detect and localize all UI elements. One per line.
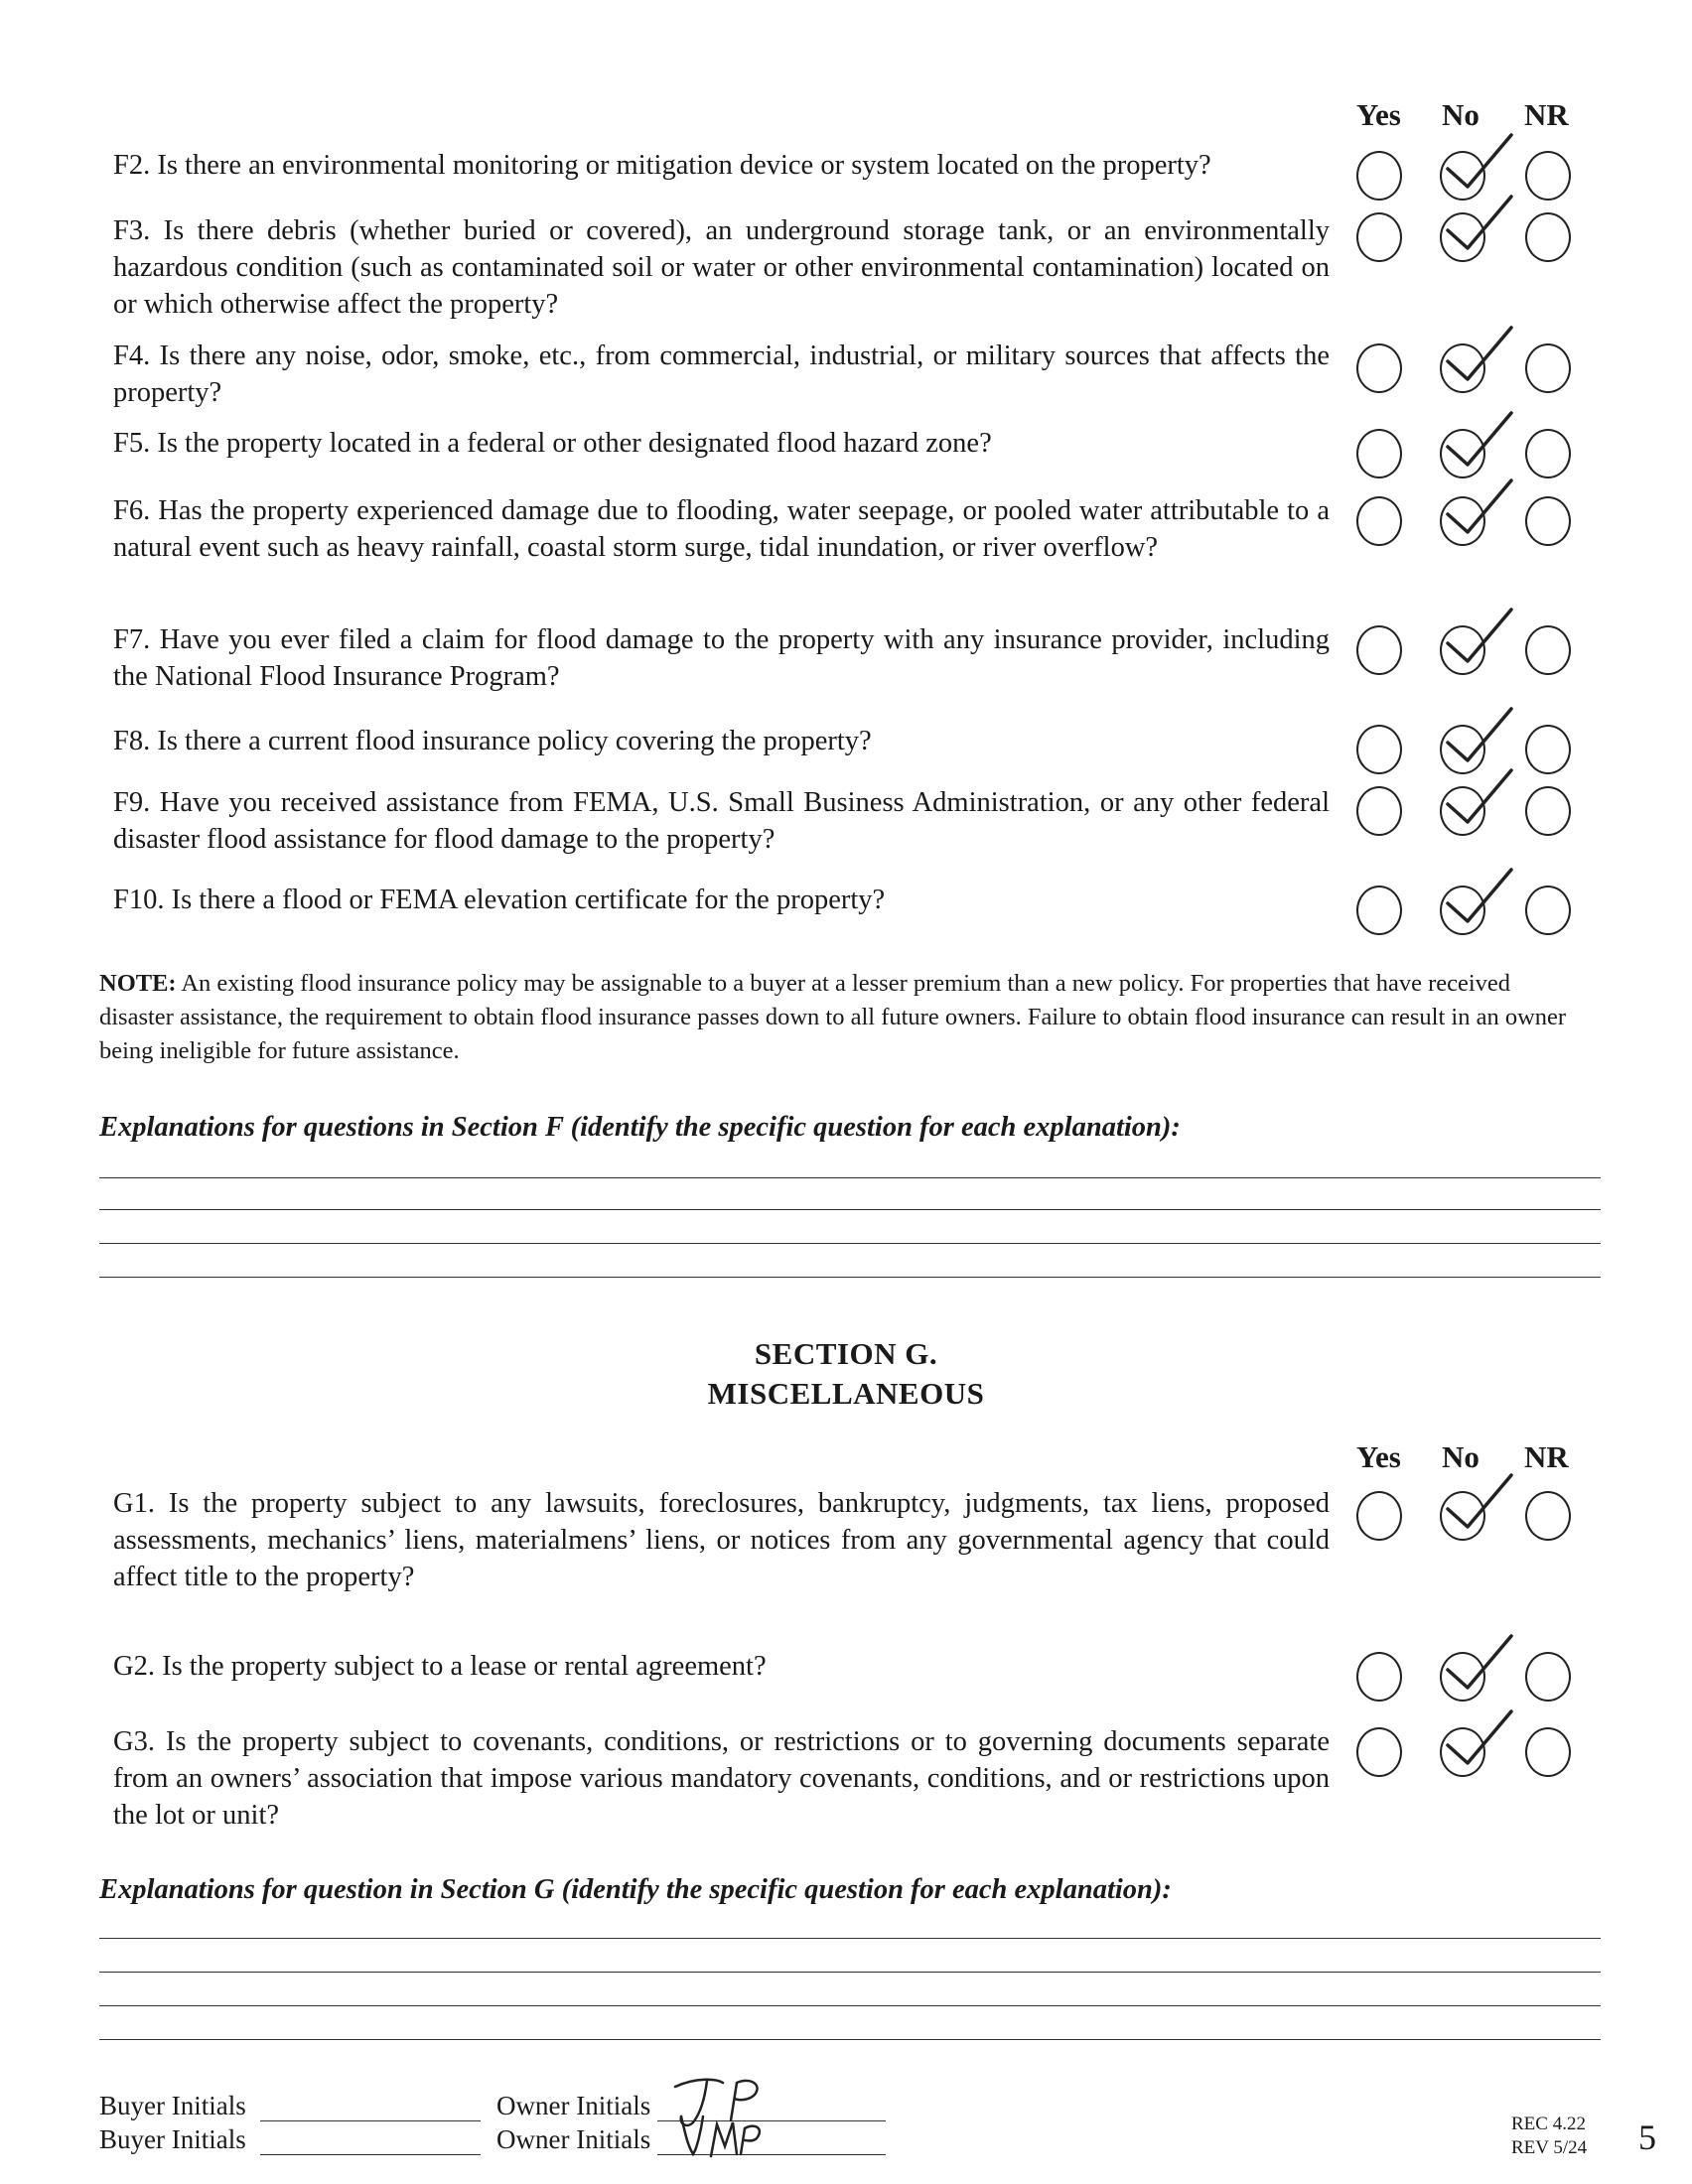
- buyer-initials-label: Buyer Initials: [99, 2091, 246, 2120]
- explanation-line[interactable]: [99, 1938, 1601, 1939]
- radio-no-f10[interactable]: [1440, 886, 1485, 935]
- radio-yes-f6[interactable]: [1356, 496, 1402, 546]
- radio-no-g1[interactable]: [1440, 1491, 1485, 1541]
- explanation-line[interactable]: [99, 2039, 1601, 2040]
- question-f4: F4. Is there any noise, odor, smoke, etc., from commercial, industrial, or military sources that affects the property?: [113, 341, 1330, 408]
- owner-initials-signature-2: [667, 2111, 796, 2164]
- radio-no-g2[interactable]: [1440, 1652, 1485, 1702]
- question-g2: G2. Is the property subject to a lease or rental agreement?: [113, 1651, 767, 1682]
- note-label: NOTE:: [99, 970, 177, 997]
- radio-yes-f10[interactable]: [1356, 886, 1402, 935]
- radio-no-f4[interactable]: [1440, 343, 1485, 393]
- answer-group-g1: [1356, 1491, 1595, 1551]
- explanation-line[interactable]: [99, 1243, 1601, 1244]
- radio-nr-f4[interactable]: [1525, 343, 1571, 393]
- explanation-line[interactable]: [99, 1972, 1601, 1973]
- answer-group-f5: [1356, 429, 1595, 488]
- question-g3: G3. Is the property subject to covenants, conditions, or restrictions or to governing documents separate from an owners’ association that impose various mandatory covenants, conditions, and or restrictions upon the lot or unit?: [113, 1726, 1330, 1831]
- radio-no-f9[interactable]: [1440, 786, 1485, 836]
- owner-initials-label: Owner Initials: [496, 2091, 651, 2120]
- radio-nr-f8[interactable]: [1525, 725, 1571, 774]
- radio-nr-f5[interactable]: [1525, 429, 1571, 478]
- buyer-initials-field[interactable]: [260, 2120, 481, 2121]
- radio-yes-g3[interactable]: [1356, 1727, 1402, 1777]
- radio-nr-f2[interactable]: [1525, 151, 1571, 201]
- radio-no-f8[interactable]: [1440, 725, 1485, 774]
- answer-group-f8: [1356, 725, 1595, 784]
- radio-yes-f9[interactable]: [1356, 786, 1402, 836]
- owner-initials-label: Owner Initials: [496, 2124, 651, 2154]
- column-header-yes: Yes: [1356, 1439, 1401, 1474]
- form-code: REC 4.22: [1511, 2114, 1586, 2134]
- radio-no-f7[interactable]: [1440, 625, 1485, 675]
- buyer-initials-field[interactable]: [260, 2154, 481, 2155]
- answer-group-f4: [1356, 343, 1595, 403]
- column-header-yes: Yes: [1356, 97, 1401, 132]
- flood-insurance-note: [99, 967, 1569, 1068]
- note-text: An existing flood insurance policy may be assignable to a buyer at a lesser premium than a new policy. For properties that have received disaster assistance, the requirement to obtain flood insurance passes down to all future owners. Failure to obtain flood insurance can result in an owner being ineligible for future assistance.: [99, 970, 1567, 1064]
- column-header-nr: NR: [1524, 1439, 1569, 1474]
- radio-nr-f6[interactable]: [1525, 496, 1571, 546]
- radio-no-g3[interactable]: [1440, 1727, 1485, 1777]
- answer-group-f7: [1356, 625, 1595, 685]
- column-header-nr: NR: [1524, 97, 1569, 132]
- radio-nr-f10[interactable]: [1525, 886, 1571, 935]
- question-f10: F10. Is there a flood or FEMA elevation certificate for the property?: [113, 885, 886, 915]
- radio-no-f6[interactable]: [1440, 496, 1485, 546]
- question-f6: F6. Has the property experienced damage due to flooding, water seepage, or pooled water attributable to a natural event such as heavy rainfall, coastal storm surge, tidal inundation, or river overflow?: [113, 495, 1330, 563]
- radio-yes-f8[interactable]: [1356, 725, 1402, 774]
- radio-nr-g3[interactable]: [1525, 1727, 1571, 1777]
- radio-yes-f5[interactable]: [1356, 429, 1402, 478]
- answer-group-f2: [1356, 151, 1595, 210]
- question-f5: F5. Is the property located in a federal or other designated flood hazard zone?: [113, 428, 992, 459]
- question-f3: F3. Is there debris (whether buried or covered), an underground storage tank, or an environmentally hazardous condition (such as contaminated soil or water or other environmental contamination) located on or which otherwise affect the property?: [113, 215, 1330, 320]
- question-g1: G1. Is the property subject to any lawsuits, foreclosures, bankruptcy, judgments, tax liens, proposed assessments, mechanics’ liens, materialmens’ liens, or notices from any governmental agency that could affect title to the property?: [113, 1488, 1330, 1592]
- answer-group-f6: [1356, 496, 1595, 556]
- radio-no-f5[interactable]: [1440, 429, 1485, 478]
- radio-nr-f7[interactable]: [1525, 625, 1571, 675]
- radio-nr-g1[interactable]: [1525, 1491, 1571, 1541]
- section-g-explanations-label: Explanations for question in Section G (identify the specific question for each explanation):: [99, 1874, 1172, 1905]
- page-number: 5: [1638, 2117, 1656, 2157]
- section-g-subtitle: MISCELLANEOUS: [707, 1376, 985, 1411]
- buyer-initials-label: Buyer Initials: [99, 2124, 246, 2154]
- radio-nr-g2[interactable]: [1525, 1652, 1571, 1702]
- form-revision: REV 5/24: [1511, 2137, 1588, 2158]
- answer-group-f9: [1356, 786, 1595, 846]
- column-header-no: No: [1442, 97, 1480, 132]
- column-header-no: No: [1442, 1439, 1480, 1474]
- explanation-line[interactable]: [99, 1277, 1601, 1278]
- answer-group-f10: [1356, 886, 1595, 945]
- radio-yes-f3[interactable]: [1356, 212, 1402, 262]
- explanation-line[interactable]: [99, 2005, 1601, 2006]
- radio-yes-f7[interactable]: [1356, 625, 1402, 675]
- explanation-line[interactable]: [99, 1209, 1601, 1210]
- answer-group-g2: [1356, 1652, 1595, 1711]
- radio-yes-g1[interactable]: [1356, 1491, 1402, 1541]
- question-f8: F8. Is there a current flood insurance policy covering the property?: [113, 726, 872, 756]
- explanation-line[interactable]: [99, 1177, 1601, 1178]
- question-f7: F7. Have you ever filed a claim for flood damage to the property with any insurance provider, including the National Flood Insurance Program?: [113, 624, 1330, 692]
- answer-group-g3: [1356, 1727, 1595, 1787]
- radio-nr-f9[interactable]: [1525, 786, 1571, 836]
- question-f2: F2. Is there an environmental monitoring or mitigation device or system located on the property?: [113, 150, 1211, 181]
- radio-no-f3[interactable]: [1440, 212, 1485, 262]
- radio-yes-f2[interactable]: [1356, 151, 1402, 201]
- radio-yes-g2[interactable]: [1356, 1652, 1402, 1702]
- radio-yes-f4[interactable]: [1356, 343, 1402, 393]
- section-g-title: SECTION G.: [754, 1336, 938, 1371]
- answer-group-f3: [1356, 212, 1595, 272]
- radio-no-f2[interactable]: [1440, 151, 1485, 201]
- section-f-explanations-label: Explanations for questions in Section F (identify the specific question for each explanation):: [99, 1112, 1181, 1143]
- radio-nr-f3[interactable]: [1525, 212, 1571, 262]
- question-f9: F9. Have you received assistance from FEMA, U.S. Small Business Administration, or any other federal disaster flood assistance for flood damage to the property?: [113, 787, 1330, 855]
